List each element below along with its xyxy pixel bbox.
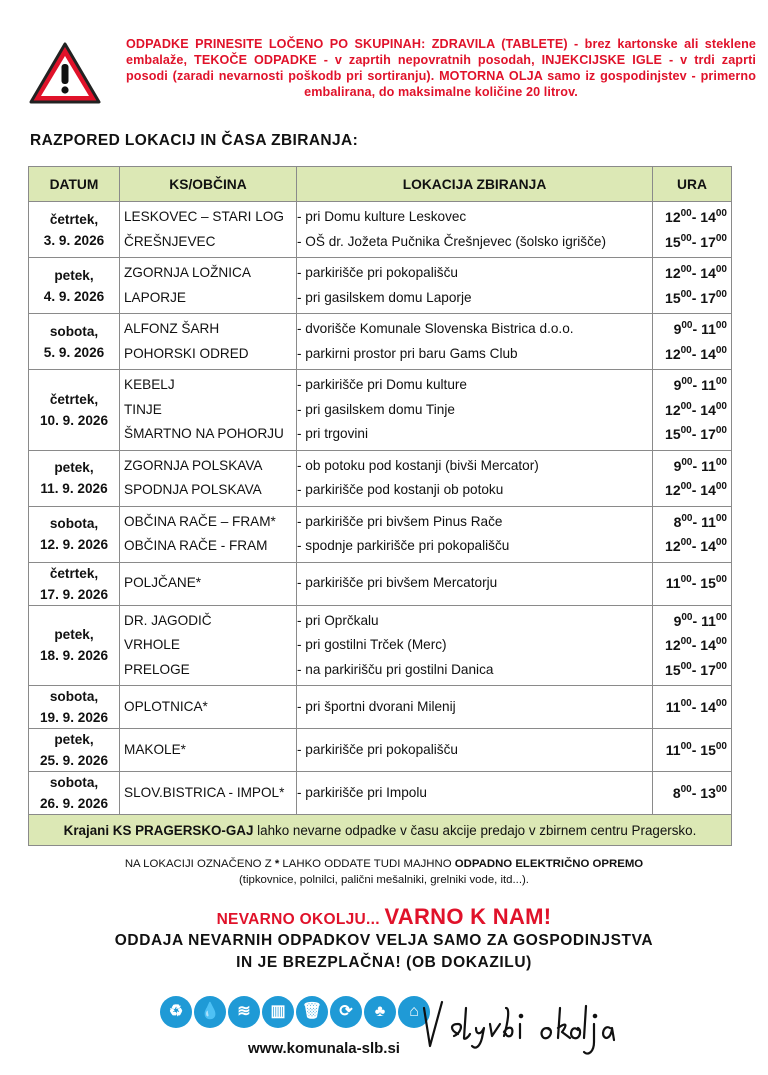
time-minutes: 00 <box>715 288 727 300</box>
table-row <box>29 729 732 772</box>
time-minutes: 00 <box>715 636 727 647</box>
date: 11. 9. 2026 <box>40 481 108 496</box>
ks-cell <box>120 605 297 686</box>
location-text: - parkirišče pri pokopališču <box>297 265 458 280</box>
location-text: - pri trgovini <box>297 426 369 441</box>
time-minutes: 00 <box>681 611 693 623</box>
date: 12. 9. 2026 <box>39 537 109 552</box>
date: 26. 9. 2026 <box>39 796 109 811</box>
time-minutes: 00 <box>715 783 727 795</box>
time-range <box>653 534 727 559</box>
time-dash: - <box>691 345 701 362</box>
footer-row <box>29 815 732 846</box>
time-cell <box>653 772 732 815</box>
footer-bold: Krajani KS PRAGERSKO-GAJ <box>63 822 254 838</box>
header-ura: URA <box>653 167 732 202</box>
table-row <box>29 506 732 562</box>
waves-icon: ≋ <box>228 996 260 1028</box>
recycle-icon: ♻ <box>160 996 192 1028</box>
time-minutes: 00 <box>715 537 727 548</box>
warning-triangle-icon <box>28 40 102 106</box>
ks-name: ZGORNJA POLSKAVA <box>124 457 263 473</box>
time-cell <box>653 562 732 605</box>
time-to: 11 <box>701 612 716 629</box>
time-to: 14 <box>700 401 716 418</box>
time-to: 11 <box>701 377 716 393</box>
time-from: 15 <box>665 289 681 306</box>
weekday: sobota, <box>49 323 99 339</box>
date: 10. 9. 2026 <box>39 412 109 428</box>
location-cell <box>297 562 653 605</box>
time-minutes: 00 <box>715 740 727 752</box>
time-range <box>653 205 727 230</box>
ks-name: OPLOTNICA* <box>124 698 208 714</box>
time-dash: - <box>692 513 702 530</box>
time-cell <box>653 314 732 370</box>
time-from: 9 <box>673 321 682 337</box>
location-text: - parkirišče pod kostanji ob potoku <box>297 482 504 497</box>
schedule-body <box>29 202 732 815</box>
location-cell <box>297 450 653 506</box>
ks-name: OBČINA RAČE - FRAM <box>124 538 268 553</box>
ks-cell <box>120 450 297 506</box>
time-to: 17 <box>700 233 716 250</box>
date: 17. 9. 2026 <box>39 586 109 602</box>
location-cell <box>297 605 653 686</box>
weekday: petek, <box>54 267 94 283</box>
motto-line2: IN JE BREZPLAČNA! (OB DOKAZILU) <box>236 954 532 971</box>
time-dash: - <box>691 401 701 418</box>
time-dash: - <box>691 741 701 758</box>
time-to: 14 <box>700 482 716 498</box>
date: 5. 9. 2026 <box>43 344 105 360</box>
time-cell <box>653 729 732 772</box>
time-minutes: 00 <box>680 481 692 492</box>
time-minutes: 00 <box>680 783 692 795</box>
ks-name: POHORSKI ODRED <box>124 345 249 361</box>
time-minutes: 00 <box>680 425 692 436</box>
time-minutes: 00 <box>715 512 727 524</box>
time-minutes: 00 <box>680 697 692 709</box>
time-to: 13 <box>700 784 716 801</box>
time-range <box>653 658 727 683</box>
note-mid: LAHKO ODDATE TUDI MAJHNO <box>279 858 455 870</box>
tree-icon: ♣ <box>364 996 396 1028</box>
note-star: * <box>274 858 280 870</box>
time-minutes: 00 <box>680 740 692 752</box>
time-to: 14 <box>700 345 716 362</box>
date: 3. 9. 2026 <box>43 232 105 248</box>
weee-note <box>0 856 768 888</box>
time-minutes: 00 <box>680 264 692 275</box>
time-range <box>653 230 727 255</box>
time-to: 11 <box>701 457 716 474</box>
table-row <box>29 450 732 506</box>
time-range <box>653 373 727 398</box>
footer-note <box>29 815 732 846</box>
table-row <box>29 370 732 451</box>
time-dash: - <box>691 209 701 225</box>
date: 4. 9. 2026 <box>43 288 105 304</box>
table-row <box>29 258 732 314</box>
date-cell <box>29 370 120 451</box>
location-text: - parkirišče pri Impolu <box>297 784 427 800</box>
time-dash: - <box>691 233 701 250</box>
time-minutes: 00 <box>715 320 727 331</box>
time-from: 12 <box>665 482 681 498</box>
location-text: - pri gasilskem domu Tinje <box>297 401 455 417</box>
ks-name: ZGORNJA LOŽNICA <box>124 265 251 280</box>
location-text: - pri gostilni Trček (Merc) <box>297 637 447 652</box>
table-header-row <box>29 167 732 202</box>
ks-name: TINJE <box>124 401 162 417</box>
time-minutes: 00 <box>715 481 727 492</box>
time-dash: - <box>691 575 701 592</box>
date-cell <box>29 686 120 729</box>
table-row <box>29 686 732 729</box>
ks-name: LAPORJE <box>124 289 186 305</box>
date: 25. 9. 2026 <box>39 753 109 768</box>
weekday: petek, <box>54 460 94 475</box>
time-minutes: 00 <box>680 288 692 300</box>
table-row <box>29 772 732 815</box>
time-minutes: 00 <box>715 660 727 672</box>
weekday: sobota, <box>49 775 99 790</box>
location-cell <box>297 314 653 370</box>
time-from: 9 <box>673 612 682 629</box>
time-from: 12 <box>665 265 681 281</box>
time-minutes: 00 <box>680 400 692 412</box>
time-dash: - <box>691 482 701 498</box>
time-range <box>653 398 727 423</box>
table-row <box>29 314 732 370</box>
time-dash: - <box>691 289 701 306</box>
building-icon: ▥ <box>262 996 294 1028</box>
ks-cell <box>120 258 297 314</box>
time-from: 12 <box>665 345 681 362</box>
time-dash: - <box>691 661 701 678</box>
note-prefix: NA LOKACIJI OZNAČENO Z <box>124 858 275 870</box>
ks-name: KEBELJ <box>124 377 175 392</box>
water-icon: 💧 <box>194 996 226 1028</box>
time-range <box>653 571 727 596</box>
location-text: - dvorišče Komunale Slovenska Bistrica d.o.o. <box>297 321 574 336</box>
time-from: 9 <box>673 457 682 474</box>
service-icons <box>160 996 430 1034</box>
ks-name: SPODNJA POLSKAVA <box>124 482 262 497</box>
ks-name: VRHOLE <box>124 637 180 652</box>
date-cell <box>29 450 120 506</box>
time-dash: - <box>691 426 701 442</box>
location-text: - parkirišče pri Domu kulture <box>297 377 467 392</box>
ks-cell <box>120 314 297 370</box>
time-from: 15 <box>665 233 681 250</box>
time-dash: - <box>691 637 701 653</box>
time-range <box>653 695 727 720</box>
location-text: - ob potoku pod kostanji (bivši Mercator) <box>297 457 539 473</box>
weekday: sobota, <box>49 516 99 531</box>
date-cell <box>29 258 120 314</box>
time-cell <box>653 686 732 729</box>
location-cell <box>297 729 653 772</box>
time-range <box>653 478 727 503</box>
time-minutes: 00 <box>715 456 727 468</box>
time-to: 14 <box>700 209 716 225</box>
ks-cell <box>120 506 297 562</box>
weekday: petek, <box>54 627 94 643</box>
location-text: - parkirišče pri bivšem Mercatorju <box>297 575 498 591</box>
location-cell <box>297 772 653 815</box>
date: 18. 9. 2026 <box>39 648 109 664</box>
time-range <box>653 422 727 447</box>
date-cell <box>29 772 120 815</box>
time-from: 11 <box>665 698 681 715</box>
time-range <box>653 454 727 479</box>
date-cell <box>29 202 120 258</box>
time-minutes: 00 <box>680 660 692 672</box>
time-minutes: 00 <box>715 232 727 244</box>
time-from: 15 <box>665 426 681 442</box>
ks-name: PRELOGE <box>124 661 190 677</box>
ks-name: ALFONZ ŠARH <box>124 321 220 336</box>
time-minutes: 00 <box>715 208 727 219</box>
ks-name: OBČINA RAČE – FRAM* <box>124 513 276 529</box>
motto-red <box>0 904 768 930</box>
time-minutes: 00 <box>715 344 727 356</box>
location-text: - parkirišče pri bivšem Pinus Rače <box>297 513 503 529</box>
note-examples: (tipkovnice, polnilci, palični mešalniki, grelniki vode, itd...). <box>239 874 529 886</box>
date-cell <box>29 314 120 370</box>
time-to: 11 <box>701 321 716 337</box>
motto-a: NEVARNO OKOLJU... <box>216 911 380 928</box>
ks-name: SLOV.BISTRICA - IMPOL* <box>124 784 285 800</box>
time-to: 15 <box>700 575 716 592</box>
time-from: 15 <box>665 661 681 678</box>
ks-name: LESKOVEC – STARI LOG <box>124 209 284 224</box>
location-cell <box>297 370 653 451</box>
location-text: - OŠ dr. Jožeta Pučnika Črešnjevec (šolsko igrišče) <box>297 233 606 249</box>
time-from: 9 <box>673 377 682 393</box>
time-from: 12 <box>665 401 681 418</box>
time-range <box>653 317 727 342</box>
time-minutes: 00 <box>681 376 693 387</box>
time-minutes: 00 <box>681 456 693 468</box>
header-lokacija: LOKACIJA ZBIRANJA <box>297 167 653 202</box>
table-row <box>29 202 732 258</box>
weekday: četrtek, <box>49 565 99 581</box>
time-minutes: 00 <box>715 574 727 586</box>
date-cell <box>29 506 120 562</box>
date-cell <box>29 729 120 772</box>
location-cell <box>297 506 653 562</box>
time-minutes: 00 <box>680 208 692 219</box>
website: www.komunala-slb.si <box>248 1040 400 1057</box>
location-text: - pri športni dvorani Milenij <box>297 698 456 714</box>
bin-icon: 🗑 <box>296 996 328 1028</box>
time-minutes: 00 <box>715 611 727 623</box>
time-to: 17 <box>700 289 716 306</box>
houses-icon: ⌂ <box>398 996 430 1028</box>
time-minutes: 00 <box>681 512 693 524</box>
cycle-icon: ⟳ <box>330 996 362 1028</box>
time-cell <box>653 605 732 686</box>
slogan-signature <box>420 994 620 1064</box>
location-text: - spodnje parkirišče pri pokopališču <box>297 538 510 553</box>
time-cell <box>653 450 732 506</box>
header-ks: KS/OBČINA <box>120 167 297 202</box>
time-from: 11 <box>665 741 681 758</box>
time-range <box>653 510 727 535</box>
time-from: 11 <box>665 575 681 592</box>
warning-notice <box>28 34 756 124</box>
time-cell <box>653 370 732 451</box>
footer-rest: lahko nevarne odpadke v času akcije predajo v zbirnem centru Pragersko. <box>253 822 697 838</box>
weekday: petek, <box>54 732 94 747</box>
ks-cell <box>120 686 297 729</box>
time-to: 15 <box>700 741 716 758</box>
time-to: 14 <box>700 698 716 715</box>
time-dash: - <box>691 538 701 554</box>
date-cell <box>29 605 120 686</box>
time-cell <box>653 258 732 314</box>
location-text: - parkirišče pri pokopališču <box>297 741 458 757</box>
motto-b: VARNO K NAM! <box>384 904 552 929</box>
time-from: 8 <box>673 513 682 530</box>
time-from: 8 <box>672 784 681 801</box>
time-to: 17 <box>700 661 716 678</box>
time-from: 12 <box>665 637 681 653</box>
time-minutes: 00 <box>680 574 692 586</box>
time-dash: - <box>691 698 701 715</box>
location-cell <box>297 686 653 729</box>
time-range <box>653 633 727 658</box>
time-to: 17 <box>700 426 716 442</box>
date: 19. 9. 2026 <box>39 710 109 725</box>
time-to: 14 <box>700 265 716 281</box>
time-minutes: 00 <box>715 400 727 412</box>
time-minutes: 00 <box>680 344 692 356</box>
time-from: 12 <box>665 538 681 554</box>
ks-cell <box>120 772 297 815</box>
motto-line1: ODDAJA NEVARNIH ODPADKOV VELJA SAMO ZA GOSPODINJSTVA <box>114 932 654 949</box>
time-dash: - <box>692 377 702 393</box>
location-text: - pri gasilskem domu Laporje <box>297 289 472 305</box>
time-range <box>653 261 727 286</box>
ks-cell <box>120 370 297 451</box>
ks-cell <box>120 562 297 605</box>
time-range <box>653 738 727 763</box>
ks-name: ČREŠNJEVEC <box>124 233 216 249</box>
time-from: 12 <box>665 209 681 225</box>
ks-name: DR. JAGODIČ <box>124 612 212 628</box>
location-text: - parkirni prostor pri baru Gams Club <box>297 345 518 361</box>
schedule-table <box>28 166 732 846</box>
date-cell <box>29 562 120 605</box>
time-minutes: 00 <box>681 320 693 331</box>
time-to: 14 <box>700 538 716 554</box>
time-dash: - <box>692 321 702 337</box>
schedule-title: RAZPORED LOKACIJ IN ČASA ZBIRANJA: <box>30 132 359 149</box>
weekday: četrtek, <box>49 391 99 407</box>
time-range <box>653 286 727 311</box>
note-bold: ODPADNO ELEKTRIČNO OPREMO <box>454 858 644 870</box>
weekday: sobota, <box>49 689 99 704</box>
time-to: 14 <box>700 637 716 653</box>
time-range <box>653 609 727 634</box>
time-minutes: 00 <box>680 537 692 548</box>
time-to: 11 <box>701 513 716 530</box>
header-datum: DATUM <box>29 167 120 202</box>
ks-name: ŠMARTNO NA POHORJU <box>124 426 284 441</box>
time-minutes: 00 <box>715 376 727 387</box>
location-text: - pri Oprčkalu <box>297 612 379 628</box>
location-cell <box>297 258 653 314</box>
time-minutes: 00 <box>680 232 692 244</box>
time-dash: - <box>692 457 702 474</box>
time-range <box>653 342 727 367</box>
ks-name: POLJČANE* <box>124 575 202 591</box>
time-cell <box>653 202 732 258</box>
motto <box>0 904 768 974</box>
time-dash: - <box>692 612 702 629</box>
time-range <box>653 781 727 806</box>
weekday: četrtek, <box>49 211 99 227</box>
ks-cell <box>120 202 297 258</box>
notice-text: ODPADKE PRINESITE LOČENO PO SKUPINAH: ZDRAVILA (TABLETE) - brez kartonske ali steklene embalaže, TEKOČE ODPADKE - v zaprtih nepovratnih posodah, INJEKCIJSKE IGLE - v trdi zaprti posodi (zaradi nevarnosti poškodb pri sortiranju). MOTORNA OLJA samo iz gospodinjstev - primerno embalirana, do maksimalne količine 20 litrov. <box>126 37 756 99</box>
table-row <box>29 605 732 686</box>
location-text: - pri Domu kulture Leskovec <box>297 209 467 224</box>
time-dash: - <box>691 784 701 801</box>
time-cell <box>653 506 732 562</box>
ks-cell <box>120 729 297 772</box>
time-minutes: 00 <box>715 425 727 436</box>
time-minutes: 00 <box>680 636 692 647</box>
ks-name: MAKOLE* <box>124 741 186 757</box>
time-minutes: 00 <box>715 697 727 709</box>
time-dash: - <box>691 265 701 281</box>
time-minutes: 00 <box>715 264 727 275</box>
location-cell <box>297 202 653 258</box>
table-row <box>29 562 732 605</box>
location-text: - na parkirišču pri gostilni Danica <box>297 661 494 677</box>
